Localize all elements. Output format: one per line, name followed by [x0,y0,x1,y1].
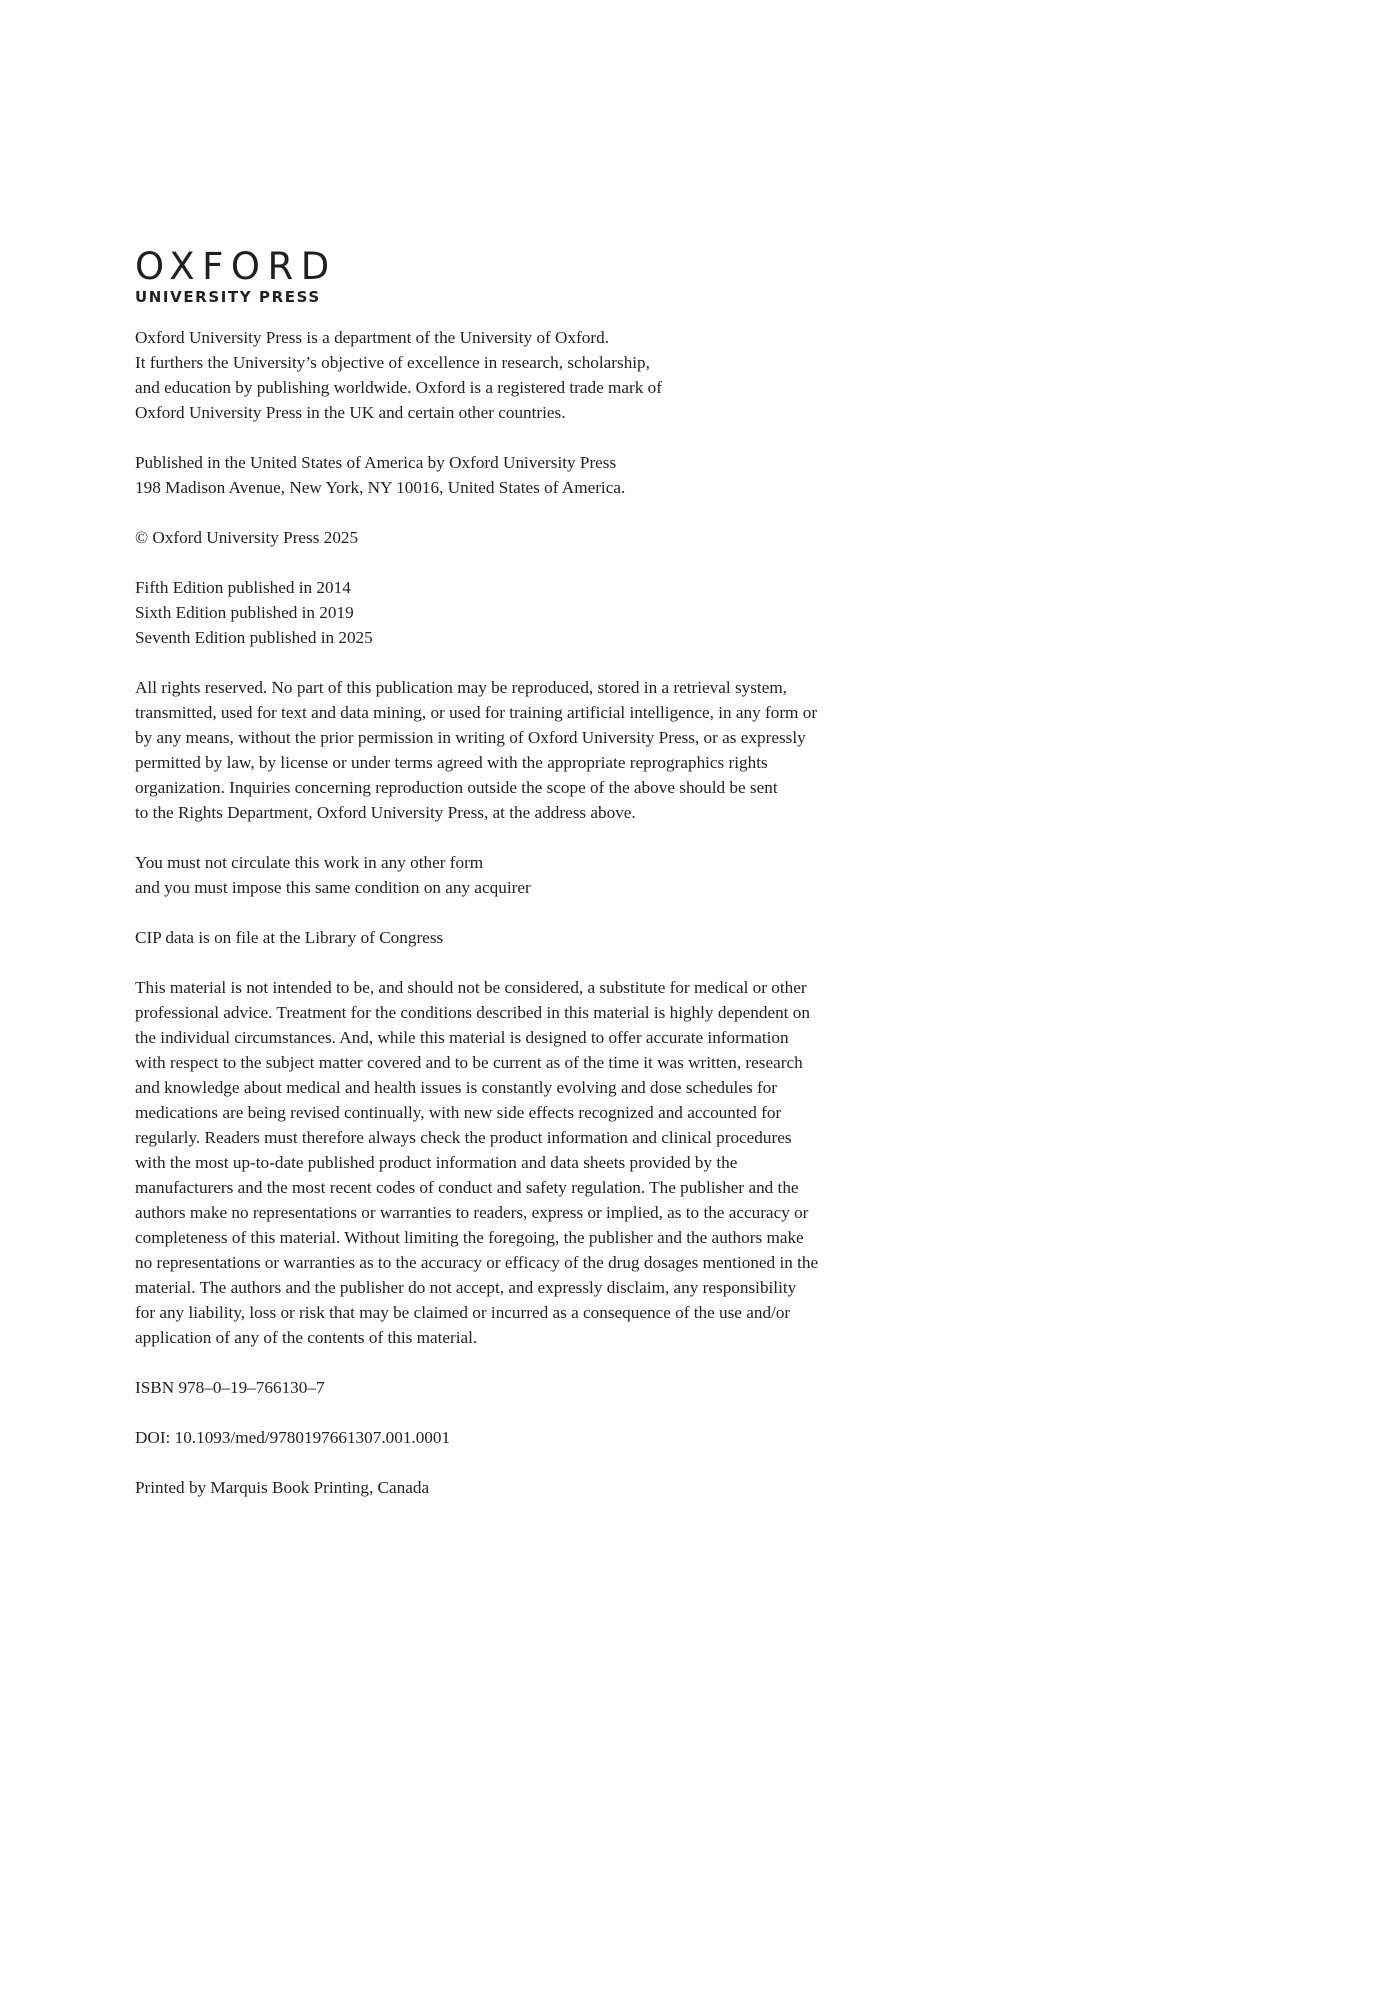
text-line: regularly. Readers must therefore always check the product information and clinical procedures [135,1128,792,1147]
paragraph-isbn [135,1375,935,1400]
text-line: and knowledge about medical and health issues is constantly evolving and dose schedules for [135,1078,777,1097]
logo-wordmark: OXFORD [135,245,337,288]
text-line: ISBN 978–0–19–766130–7 [135,1378,325,1397]
text-line: Printed by Marquis Book Printing, Canada [135,1478,430,1497]
logo-subtitle: UNIVERSITY PRESS [135,288,321,306]
text-line: This material is not intended to be, and should not be considered, a substitute for medical or other [135,978,807,997]
text-line: application of any of the contents of this material. [135,1328,478,1347]
text-line: You must not circulate this work in any other form [135,853,484,872]
text-line: manufacturers and the most recent codes of conduct and safety regulation. The publisher and the [135,1178,799,1197]
text-line: for any liability, loss or risk that may be claimed or incurred as a consequence of the use and/or [135,1303,791,1322]
text-line: medications are being revised continually, with new side effects recognized and accounted for [135,1103,782,1122]
text-line: DOI: 10.1093/med/9780197661307.001.0001 [135,1428,451,1447]
text-line: with the most up-to-date published product information and data sheets provided by the [135,1153,738,1172]
text-line: by any means, without the prior permission in writing of Oxford University Press, or as expressly [135,728,806,747]
text-line: with respect to the subject matter covered and to be current as of the time it was written, research [135,1053,803,1072]
text-line: material. The authors and the publisher do not accept, and expressly disclaim, any responsibility [135,1278,797,1297]
copyright-text [135,325,935,1525]
text-line: Fifth Edition published in 2014 [135,578,351,597]
paragraph-edition-history [135,575,935,650]
text-line: the individual circumstances. And, while this material is designed to offer accurate information [135,1028,789,1047]
text-line: All rights reserved. No part of this publication may be reproduced, stored in a retrieval system, [135,678,787,697]
text-line: Sixth Edition published in 2019 [135,603,354,622]
text-line: It furthers the University’s objective of excellence in research, scholarship, [135,353,650,372]
paragraph-copyright [135,525,935,550]
paragraph-about-oup [135,325,935,425]
paragraph-printer [135,1475,935,1500]
text-line: 198 Madison Avenue, New York, NY 10016, United States of America. [135,478,626,497]
paragraph-rights-reserved [135,675,935,825]
text-line: and education by publishing worldwide. Oxford is a registered trade mark of [135,378,662,397]
text-line: Oxford University Press is a department of the University of Oxford. [135,328,609,347]
text-line: to the Rights Department, Oxford University Press, at the address above. [135,803,636,822]
text-line: transmitted, used for text and data mining, or used for training artificial intelligence, in any form or [135,703,818,722]
paragraph-cip-data [135,925,935,950]
text-line: organization. Inquiries concerning reproduction outside the scope of the above should be sent [135,778,778,797]
paragraph-circulation-condition [135,850,935,900]
text-line: authors make no representations or warranties to readers, express or implied, as to the accuracy or [135,1203,809,1222]
paragraph-medical-disclaimer [135,975,935,1350]
paragraph-publisher-address [135,450,935,500]
text-line: no representations or warranties as to the accuracy or efficacy of the drug dosages mentioned in the [135,1253,819,1272]
text-line: Oxford University Press in the UK and certain other countries. [135,403,566,422]
text-line: completeness of this material. Without limiting the foregoing, the publisher and the authors make [135,1228,804,1247]
text-line: permitted by law, by license or under terms agreed with the appropriate reprographics rights [135,753,768,772]
text-line: professional advice. Treatment for the conditions described in this material is highly dependent on [135,1003,810,1022]
text-line: and you must impose this same condition on any acquirer [135,878,531,897]
text-line: Seventh Edition published in 2025 [135,628,373,647]
text-line: © Oxford University Press 2025 [135,528,359,547]
paragraph-doi [135,1425,935,1450]
oxford-university-press-logo [135,245,337,306]
text-line: CIP data is on file at the Library of Congress [135,928,444,947]
text-line: Published in the United States of America by Oxford University Press [135,453,617,472]
